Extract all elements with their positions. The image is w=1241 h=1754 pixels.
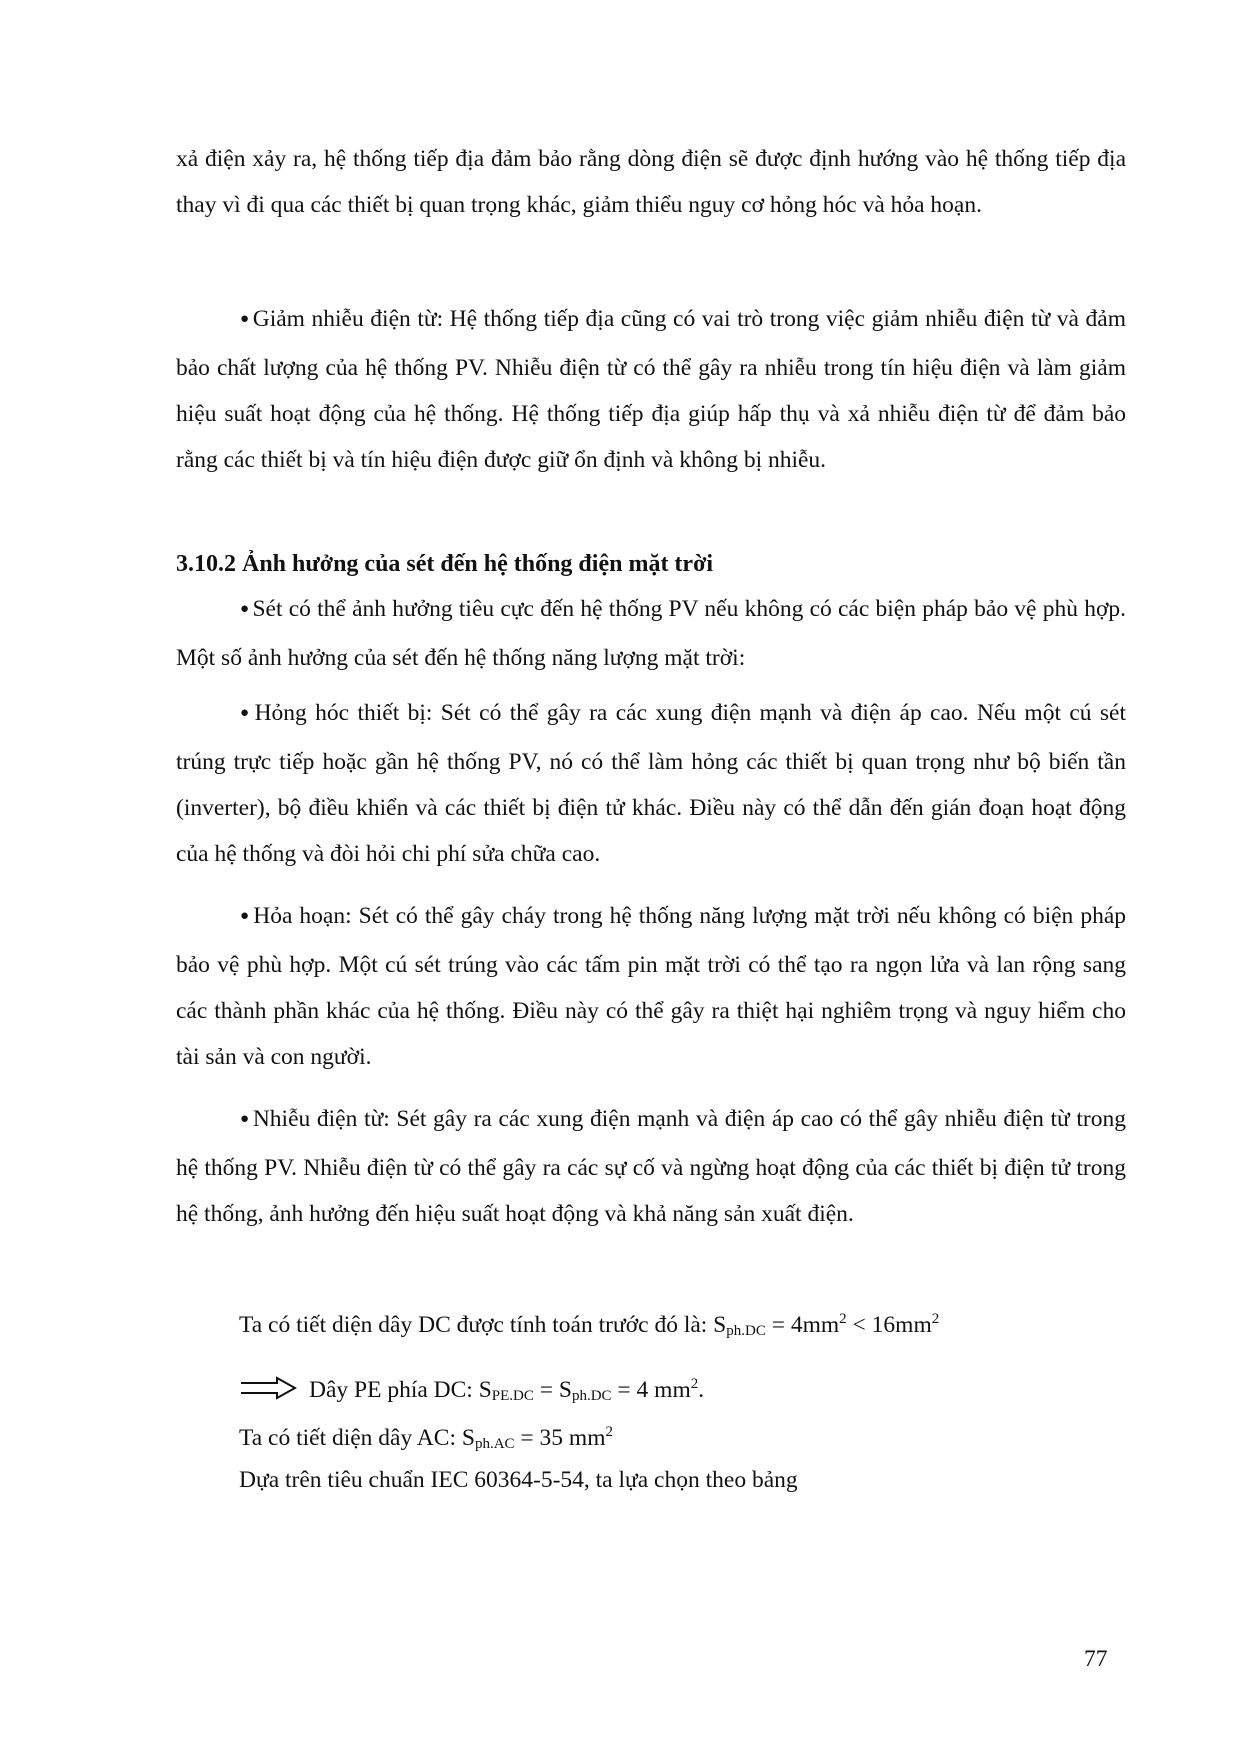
standard-reference-line: Dựa trên tiêu chuẩn IEC 60364-5-54, ta lựa chọn theo bảng: [239, 1467, 798, 1493]
paragraph-equipment-damage: [176, 690, 1126, 877]
bullet-icon: ●: [240, 311, 250, 327]
formula-ac-cross-section: Ta có tiết diện dây AC: $S_{ph.AC} = 35$ $mm^2$: [239, 1424, 613, 1452]
paragraph-emi-grounding: [176, 296, 1126, 483]
bullet-icon: ●: [240, 908, 251, 924]
paragraph-emi-lightning: [176, 1096, 1126, 1237]
paragraph-text: Hỏa hoạn: Sét có thể gây cháy trong hệ thống năng lượng mặt trời nếu không có biện pháp bảo vệ phù hợp. Một cú sét trúng vào các tấm pin mặt trời có thể tạo ra ngọn lửa và lan rộng sang các thành phần khác của hệ thống. Điều này có thể gây ra thiệt hại nghiêm trọng và nguy hiểm cho tài sản và con người.: [176, 903, 1127, 1070]
page-number: 77: [1084, 1646, 1108, 1672]
formula-pe-dc: Dây PE phía DC: $S_{PE.DC} = S_{ph.DC} = 4$ $mm^2$.: [239, 1364, 704, 1416]
paragraph-text: Hỏng hóc thiết bị: Sét có thể gây ra các xung điện mạnh và điện áp cao. Nếu một cú sét trúng trực tiếp hoặc gần hệ thống PV, nó có thể làm hỏng các thiết bị quan trọng như bộ biến tần (inverter), bộ điều khiển và các thiết bị điện tử khác. Điều này có thể dẫn đến gián đoạn hoạt động của hệ thống và đòi hỏi chi phí sửa chữa cao.: [176, 700, 1127, 867]
bullet-icon: ●: [240, 1111, 250, 1127]
paragraph-text: xả điện xảy ra, hệ thống tiếp địa đảm bảo rằng dòng điện sẽ được định hướng vào hệ thống tiếp địa thay vì đi qua các thiết bị quan trọng khác, giảm thiểu nguy cơ hỏng hóc và hỏa hoạn.: [176, 146, 1126, 218]
paragraph-fire: [176, 893, 1126, 1080]
double-arrow-right-icon: [239, 1376, 297, 1400]
paragraph-text: Sét có thể ảnh hưởng tiêu cực đến hệ thống PV nếu không có các biện pháp bảo vệ phù hợp. Một số ảnh hưởng của sét đến hệ thống năng lượng mặt trời:: [176, 596, 1127, 671]
section-heading: 3.10.2 Ảnh hưởng của sét đến hệ thống điện mặt trời: [176, 551, 714, 577]
paragraph-text: Nhiễu điện từ: Sét gây ra các xung điện mạnh và điện áp cao có thể gây nhiễu điện từ trong hệ thống PV. Nhiễu điện từ có thể gây ra các sự cố và ngừng hoạt động của các thiết bị điện tử trong hệ thống, ảnh hưởng đến hiệu suất hoạt động và khả năng sản xuất điện.: [176, 1106, 1126, 1227]
formula-dc-cross-section: Ta có tiết diện dây DC được tính toán trước đó là: $S_{ph.DC} = 4mm^2 < 16mm^2$: [239, 1311, 940, 1339]
paragraph-continuation: [176, 136, 1126, 228]
bullet-icon: ●: [240, 601, 250, 617]
bullet-icon: ●: [240, 705, 252, 721]
paragraph-text: Giảm nhiễu điện từ: Hệ thống tiếp địa cũng có vai trò trong việc giảm nhiễu điện từ và đảm bảo chất lượng của hệ thống PV. Nhiễu điện từ có thể gây ra nhiễu trong tín hiệu điện và làm giảm hiệu suất hoạt động của hệ thống. Hệ thống tiếp địa giúp hấp thụ và xả nhiễu điện từ để đảm bảo rằng các thiết bị và tín hiệu điện được giữ ổn định và không bị nhiễu.: [176, 306, 1126, 473]
paragraph-lightning-intro: [176, 586, 1126, 681]
